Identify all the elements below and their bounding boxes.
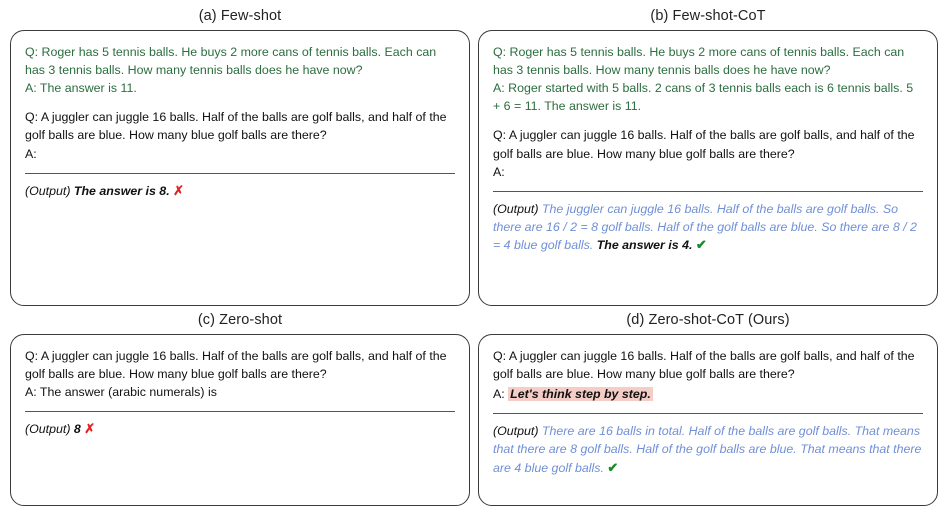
panel-zero-shot-cot	[478, 310, 938, 506]
output-label: (Output)	[493, 201, 539, 216]
prompt-content	[25, 347, 455, 401]
output-row	[493, 422, 923, 477]
panel-caption: (c) Zero-shot	[197, 312, 283, 328]
panel-zero-shot	[10, 310, 470, 506]
answer-prefix: A: The answer (arabic numerals) is	[25, 385, 217, 400]
exemplar-question: Q: Roger has 5 tennis balls. He buys 2 more cans of tennis balls. Each can has 3 tennis balls. How many tennis balls does he have now?	[493, 45, 905, 78]
spacer	[493, 115, 923, 126]
exemplar-answer: A: Roger started with 5 balls. 2 cans of 3 tennis balls each is 6 tennis balls. 5 + 6 = 11. The answer is 11.	[493, 81, 914, 114]
spacer	[25, 97, 455, 108]
answer-prefix: A:	[493, 387, 509, 402]
exemplar-question: Q: Roger has 5 tennis balls. He buys 2 more cans of tennis balls. Each can has 3 tennis balls. How many tennis balls does he have now?	[25, 45, 437, 78]
target-question: Q: A juggler can juggle 16 balls. Half of the balls are golf balls, and half of the golf balls are blue. How many blue golf balls are there?	[25, 349, 447, 382]
divider	[25, 411, 455, 412]
divider	[25, 173, 455, 174]
answer-prefix: A:	[25, 146, 37, 161]
panel-caption: (b) Few-shot-CoT	[650, 8, 766, 24]
cross-icon: ✗	[84, 421, 96, 437]
target-question: Q: A juggler can juggle 16 balls. Half of the balls are golf balls, and half of the golf balls are blue. How many blue golf balls are there?	[25, 110, 447, 143]
answer-prefix: A:	[493, 164, 505, 179]
trigger-phrase: Let's think step by step.	[510, 387, 651, 402]
panel-few-shot-cot	[478, 6, 938, 306]
output-reasoning: There are 16 balls in total. Half of the balls are golf balls. That means that there are 8 golf balls. Half of the golf balls are blue. That means that there are 4 blue golf balls.	[493, 424, 922, 475]
target-question: Q: A juggler can juggle 16 balls. Half of the balls are golf balls, and half of the golf balls are blue. How many blue golf balls are there?	[493, 128, 915, 161]
prompt-content	[493, 43, 923, 181]
check-icon: ✔	[695, 236, 707, 252]
output-label: (Output)	[25, 422, 71, 437]
output-text: The answer is 8.	[73, 183, 170, 198]
prompt-box	[478, 334, 938, 506]
output-row	[493, 200, 923, 255]
check-icon: ✔	[607, 459, 619, 475]
prompt-box	[10, 30, 470, 306]
output-row	[25, 420, 455, 439]
prompt-box	[478, 30, 938, 306]
divider	[493, 413, 923, 414]
output-row	[25, 182, 455, 201]
output-label: (Output)	[493, 424, 539, 439]
panel-few-shot	[10, 6, 470, 306]
prompt-content	[25, 43, 455, 163]
prompt-content	[493, 347, 923, 403]
prompt-box	[10, 334, 470, 506]
divider	[493, 191, 923, 192]
output-label: (Output)	[25, 183, 71, 198]
panel-caption: (a) Few-shot	[198, 8, 282, 24]
target-question: Q: A juggler can juggle 16 balls. Half of the balls are golf balls, and half of the golf balls are blue. How many blue golf balls are there?	[493, 349, 915, 382]
output-text: 8	[73, 422, 81, 437]
output-text: The answer is 4.	[596, 237, 693, 252]
panel-caption: (d) Zero-shot-CoT (Ours)	[626, 312, 790, 328]
exemplar-answer: A: The answer is 11.	[25, 81, 137, 96]
output-reasoning: The juggler can juggle 16 balls. Half of the balls are golf balls. So there are 16 / 2 = 8 golf balls. Half of the golf balls are blue. So there are 8 / 2 = 4 blue golf balls.	[493, 201, 917, 252]
cross-icon: ✗	[173, 182, 184, 198]
panel-grid	[10, 6, 934, 506]
answer-prefix-line	[493, 385, 923, 403]
